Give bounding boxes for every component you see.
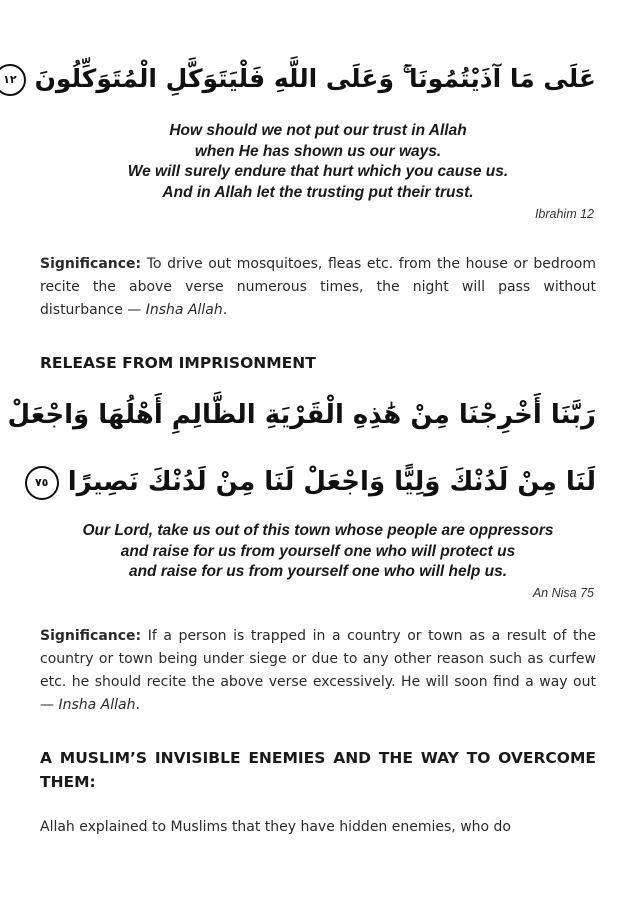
significance-text: If a person is trapped in a country or town as a result of the country or town being under siege or due to any other reason such as curfew etc. he should recite the above verse excessively. He will soon find a way out — <box>40 628 596 713</box>
translation-line: Our Lord, take us out of this town whose people are oppressors <box>82 522 554 539</box>
verse-reference: Ibrahim 12 <box>534 207 594 221</box>
translation-line: and raise for us from yourself one who will protect us <box>120 542 516 560</box>
translation-line: And in Allah let the trusting put their trust. <box>162 183 474 201</box>
translation-line: when He has shown us our ways. <box>194 142 442 160</box>
translation-an-nisa-75 <box>40 521 596 583</box>
significance-paragraph <box>40 625 596 717</box>
translation-line: and raise for us from yourself one who will help us. <box>128 563 508 580</box>
ayah-number-marker: ١٢ <box>0 64 26 96</box>
insha-allah-text: Insha Allah <box>145 302 223 318</box>
sentence-end: . <box>135 697 140 713</box>
section-heading-invisible-enemies: A MUSLIM’S INVISIBLE ENEMIES AND THE WAY TO OVERCOME THEM: <box>40 749 596 791</box>
verse-reference: An Nisa 75 <box>532 586 594 600</box>
arabic-verse-text: رَبَّنَا أَخْرِجْنَا مِنْ هَٰذِهِ الْقَرْيَةِ الظَّالِمِ أَهْلُهَا وَاجْعَلْ <box>7 400 596 430</box>
arabic-verse-text: لَنَا مِنْ لَدُنْكَ وَلِيًّا وَاجْعَلْ لَنَا مِنْ لَدُنْكَ نَصِيرًا <box>67 467 596 497</box>
significance-text: To drive out mosquitoes, fleas etc. from the house or bedroom recite the above verse numerous times, the night will pass without disturbance — <box>40 256 596 318</box>
translation-line: How should we not put our trust in Allah <box>169 122 467 139</box>
intro-paragraph: Allah explained to Muslims that they have hidden enemies, who do <box>40 819 511 835</box>
arabic-verse-text: عَلَى مَا آذَيْتُمُونَا ۚ وَعَلَى اللَّهِ فَلْيَتَوَكَّلِ الْمُتَوَكِّلُونَ <box>34 64 596 93</box>
sentence-end: . <box>222 302 228 318</box>
ayah-number-marker: ٧٥ <box>25 466 59 500</box>
significance-label: Significance: <box>40 256 142 272</box>
translation-line: We will surely endure that hurt which you cause us. <box>127 163 509 180</box>
translation-ibrahim-12 <box>40 121 596 203</box>
insha-allah-text: Insha Allah <box>58 697 136 713</box>
significance-label: Significance: <box>40 628 142 644</box>
significance-paragraph <box>40 253 596 322</box>
arabic-verse-an-nisa-75-line-1 <box>7 388 596 442</box>
arabic-verse-ibrahim-12 <box>3 54 596 104</box>
section-heading-release: RELEASE FROM IMPRISONMENT <box>40 354 316 372</box>
arabic-verse-an-nisa-75-line-2 <box>34 455 596 509</box>
